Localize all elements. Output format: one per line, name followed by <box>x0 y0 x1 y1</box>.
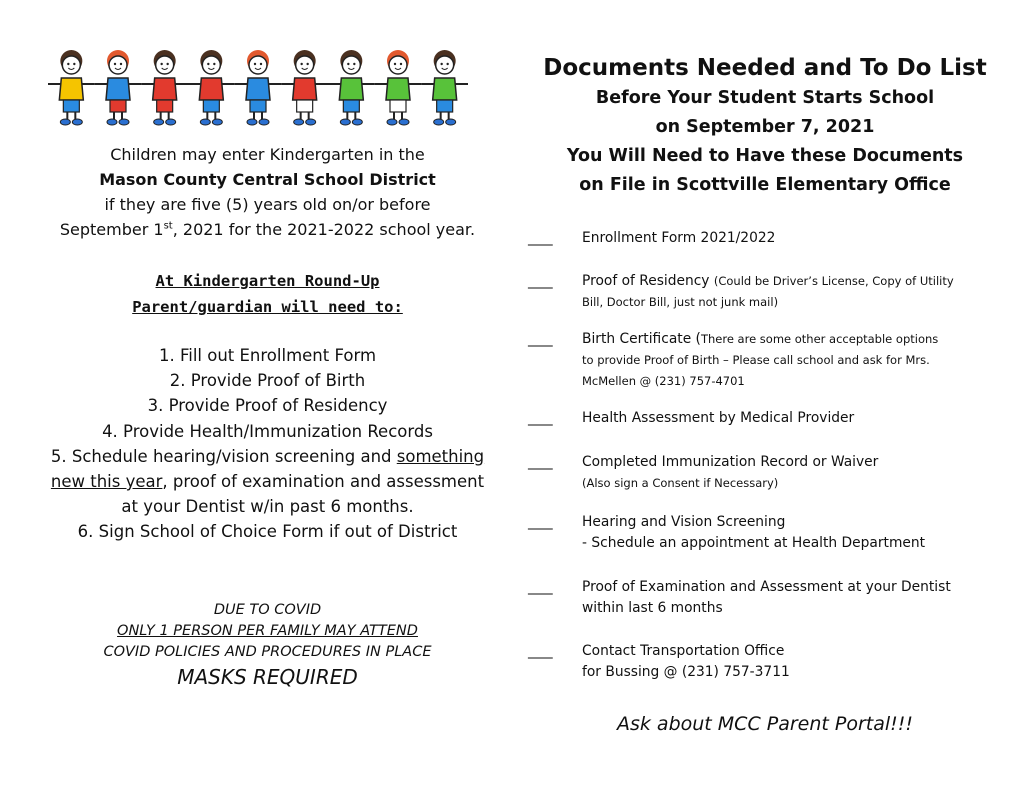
roundup-steps <box>30 343 505 545</box>
documents-title-block <box>520 52 1010 200</box>
child-figure <box>281 50 328 125</box>
school-year: , 2021 for the 2021-2022 school year. <box>172 220 476 239</box>
step-1: 1. Fill out Enrollment Form <box>158 346 377 365</box>
step-5-cont <box>30 469 505 494</box>
check-blank: ____ <box>528 643 552 659</box>
child-figure <box>95 50 142 125</box>
item-label: Contact Transportation Office <box>582 643 785 659</box>
item-label: Health Assessment by Medical Provider <box>582 410 855 426</box>
covid-notice <box>30 600 505 691</box>
title-line-2: Before Your Student Starts School <box>595 88 935 108</box>
children-illustration <box>48 48 468 128</box>
item-note: Bill, Doctor Bill, just not junk mail) <box>582 295 779 309</box>
check-blank: ____ <box>528 579 552 595</box>
check-blank: ____ <box>528 410 552 426</box>
covid-line-2: ONLY 1 PERSON PER FAMILY MAY ATTEND <box>117 623 418 639</box>
check-blank: ____ <box>528 454 552 470</box>
item-note-2 <box>582 473 1012 494</box>
step-5-text-2: , proof of examination and assessment <box>162 472 485 492</box>
title-line-4: You Will Need to Have these Documents <box>566 146 964 166</box>
child-figure <box>141 50 188 125</box>
page-title: Documents Needed and To Do List <box>543 55 987 81</box>
step-3: 3. Provide Proof of Residency <box>147 396 388 416</box>
intro-line-3: if they are five (5) years old on/or before <box>104 195 431 214</box>
step-5 <box>30 444 505 469</box>
cutoff-date: September 1 <box>59 220 164 239</box>
item-note-2: - Schedule an appointment at Health Department <box>582 535 926 551</box>
item-label: Hearing and Vision Screening <box>582 514 786 530</box>
step-2: 2. Provide Proof of Birth <box>169 371 366 391</box>
step-5-emphasis-2: new this year <box>50 472 163 492</box>
intro-line-1: Children may enter Kindergarten in the <box>110 145 425 164</box>
child-figure <box>421 50 468 125</box>
child-figure <box>328 50 375 125</box>
item-note: McMellen @ (231) 757-4701 <box>582 374 745 388</box>
item-note: (Could be Driver’s License, Copy of Utility <box>713 274 954 288</box>
item-note: to provide Proof of Birth – Please call school and ask for Mrs. <box>582 353 930 367</box>
step-6: 6. Sign School of Choice Form if out of District <box>77 522 458 542</box>
item-note: (Also sign a Consent if Necessary) <box>582 476 779 490</box>
title-line-3: on September 7, 2021 <box>655 117 875 137</box>
child-figure <box>48 50 95 125</box>
child-figure <box>235 50 282 125</box>
step-4: 4. Provide Health/Immunization Records <box>102 421 433 441</box>
roundup-title: At Kindergarten Round-Up <box>155 272 380 290</box>
district-name: Mason County Central School District <box>99 170 436 189</box>
item-label: Proof of Examination and Assessment at your Dentist <box>582 579 951 595</box>
step-5-end: at your Dentist w/in past 6 months. <box>121 497 414 517</box>
item-note: There are some other acceptable options <box>700 332 939 346</box>
eligibility-text <box>30 142 505 242</box>
title-line-5: on File in Scottville Elementary Office <box>579 175 951 195</box>
item-note-2 <box>582 350 1012 371</box>
item-label <box>582 329 1012 350</box>
step-5-emphasis: something <box>396 446 485 466</box>
item-label <box>582 271 1012 292</box>
item-note-2: for Bussing @ (231) 757-3711 <box>582 664 790 680</box>
check-blank: ____ <box>528 514 552 530</box>
covid-line-3: COVID POLICIES AND PROCEDURES IN PLACE <box>103 644 432 660</box>
roundup-heading <box>30 268 505 320</box>
item-title: Proof of Residency <box>582 273 710 289</box>
intro-line-4 <box>30 217 505 242</box>
check-blank: ____ <box>528 230 552 246</box>
child-figure <box>375 50 422 125</box>
item-note-2: within last 6 months <box>582 600 723 616</box>
item-title: Birth Certificate ( <box>582 331 701 347</box>
step-5-text: 5. Schedule hearing/vision screening and <box>50 446 397 466</box>
child-figure <box>188 50 235 125</box>
roundup-subtitle: Parent/guardian will need to: <box>132 298 403 316</box>
check-blank: ____ <box>528 331 552 347</box>
item-note-2 <box>582 292 1012 313</box>
check-blank: ____ <box>528 273 552 289</box>
item-label: Completed Immunization Record or Waiver <box>582 454 879 470</box>
children-clipart <box>48 48 468 128</box>
covid-line-1: DUE TO COVID <box>213 602 322 618</box>
item-note-3 <box>582 371 1012 392</box>
parent-portal-note: Ask about MCC Parent Portal!!! <box>616 713 913 735</box>
date-suffix: st <box>163 220 173 232</box>
item-label: Enrollment Form 2021/2022 <box>582 230 776 246</box>
masks-required: MASKS REQUIRED <box>177 665 358 689</box>
